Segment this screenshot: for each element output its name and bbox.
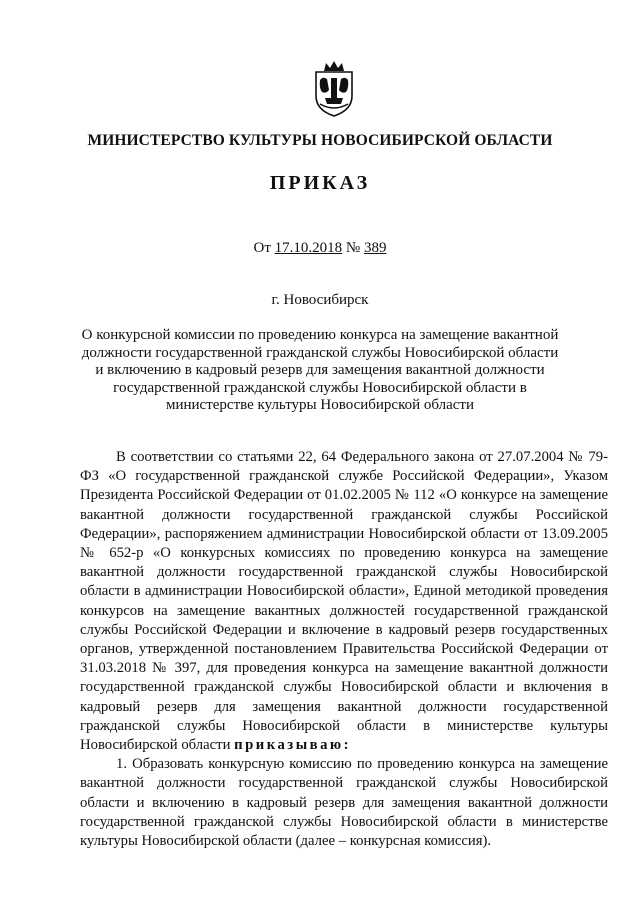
order-number: 389	[363, 240, 387, 256]
order-subject: О конкурсной комиссии по проведению конкурса на замещение вакантной должности государственной гражданской службы Новосибирской области и включению в кадровый резерв для замещения вакантной должности государственной гражданской службы Новосибирской области в министерстве культуры Новосибирской области	[81, 327, 559, 413]
preamble-paragraph	[80, 448, 608, 755]
novosibirsk-coat-of-arms-icon	[306, 58, 362, 118]
date-prefix: От	[253, 240, 275, 256]
document-type-title: ПРИКАЗ	[269, 172, 371, 194]
date-number-line	[0, 240, 640, 257]
order-date: 17.10.2018	[274, 240, 343, 256]
ministry-name: МИНИСТЕРСТВО КУЛЬТУРЫ НОВОСИБИРСКОЙ ОБЛАСТИ	[87, 132, 553, 149]
city-name: г. Новосибирск	[271, 292, 369, 308]
item-1-paragraph: 1. Образовать конкурсную комиссию по проведению конкурса на замещение вакантной должности государственной гражданской службы Новосибирской области и включению в кадровый резерв для замещения вакантной должности государственной гражданской службы Новосибирской области в министерстве культуры Новосибирской области (далее – конкурсная комиссия).	[80, 756, 608, 850]
number-sign: №	[342, 240, 364, 256]
preamble-text: В соответствии со статьями 22, 64 Федерального закона от 27.07.2004 № 79-ФЗ «О государственной гражданской службе Российской Федерации», Указом Президента Российской Федерации от 01.02.2005 № 112 «О конкурсе на замещение вакантной должности государственной гражданской службы Российской Федерации», распоряжением администрации Новосибирской области от 13.09.2005 № 652-р «О конкурсных комиссиях по проведению конкурса на замещение вакантной должности государственной гражданской службы Новосибирской области в администрации Новосибирской области», Единой методикой проведения конкурсов на замещение вакантных должностей государственной гражданской службы Российской Федерации и включение в кадровый резерв государственных органов, утвержденной постановлением Правительства Российской Федерации от 31.03.2018 № 397, для проведения конкурса на замещение вакантной должности государственной гражданской службы Новосибирской области и включения в кадровый резерв для замещения вакантной должности государственной гражданской службы Новосибирской области в министерстве культуры Новосибирской области	[80, 449, 608, 754]
document-body	[80, 448, 608, 851]
order-word: приказываю:	[234, 737, 352, 754]
